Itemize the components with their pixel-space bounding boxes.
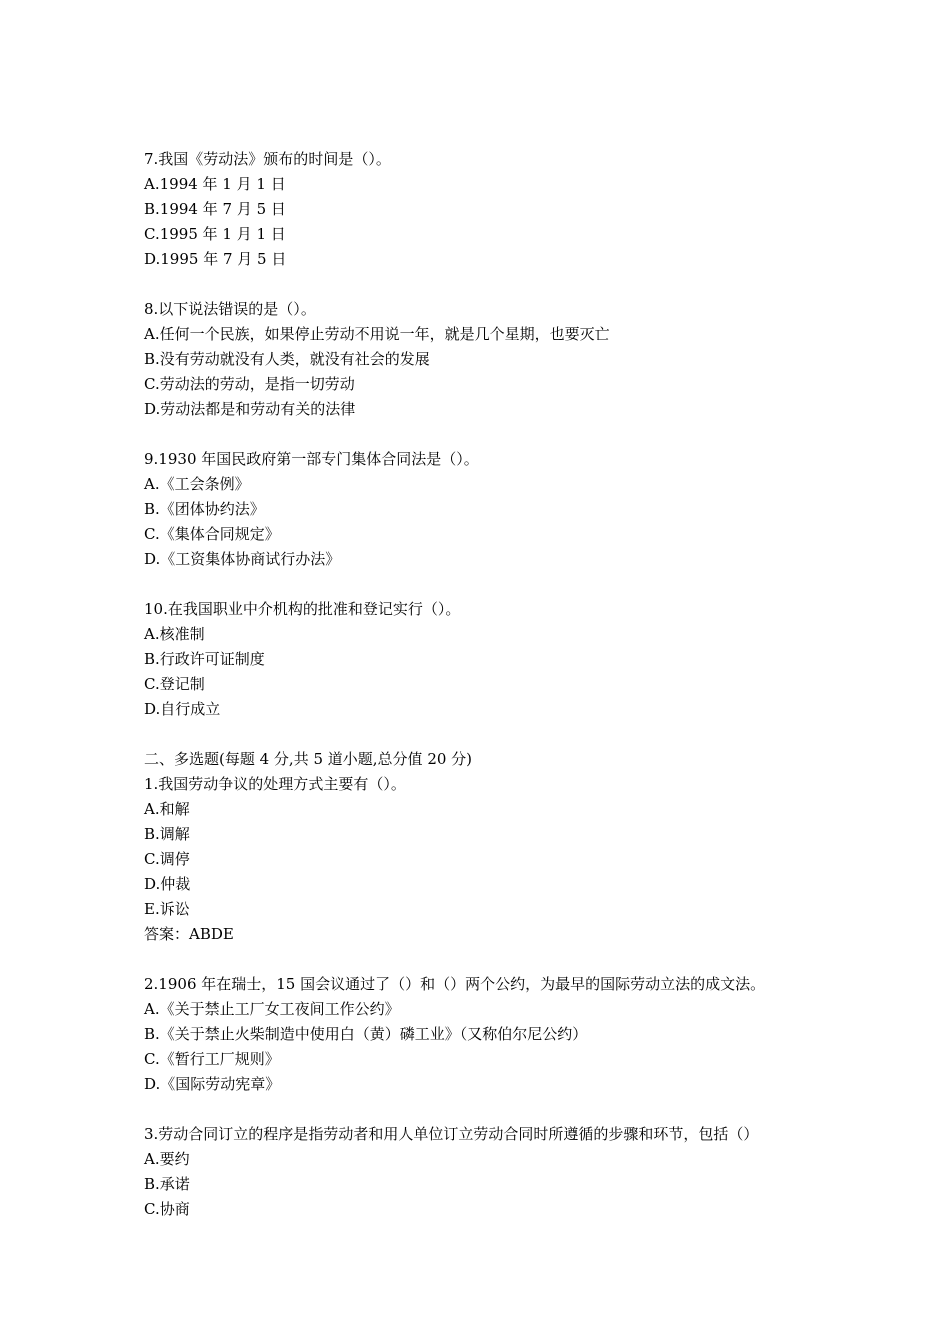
spacer xyxy=(144,422,824,447)
question-8 xyxy=(144,297,824,422)
option-d: D.1995 年 7 月 5 日 xyxy=(144,250,287,268)
question-7 xyxy=(144,147,824,272)
option-d: D.劳动法都是和劳动有关的法律 xyxy=(144,400,356,418)
option-c: C.1995 年 1 月 1 日 xyxy=(144,225,286,243)
option-c: C.协商 xyxy=(144,1200,190,1218)
option-a: A.要约 xyxy=(144,1150,190,1168)
option-c: C.调停 xyxy=(144,850,190,868)
option-a: A.《关于禁止工厂女工夜间工作公约》 xyxy=(144,1000,400,1018)
answer-text: 答案：ABDE xyxy=(144,925,234,943)
option-d: D.仲裁 xyxy=(144,875,191,893)
question-stem: 7.我国《劳动法》颁布的时间是（）。 xyxy=(144,150,391,168)
option-c: C.登记制 xyxy=(144,675,205,693)
option-c: C.劳动法的劳动，是指一切劳动 xyxy=(144,375,355,393)
question-stem: 1.我国劳动争议的处理方式主要有（）。 xyxy=(144,775,406,793)
option-b: B.行政许可证制度 xyxy=(144,650,265,668)
option-e: E.诉讼 xyxy=(144,900,190,918)
option-d: D.《国际劳动宪章》 xyxy=(144,1075,281,1093)
document-page xyxy=(144,147,824,1222)
question-stem: 2.1906 年在瑞士，15 国会议通过了（）和（）两个公约，为最早的国际劳动立法的成文法。 xyxy=(144,975,766,993)
spacer xyxy=(144,272,824,297)
option-a: A.核准制 xyxy=(144,625,205,643)
spacer xyxy=(144,947,824,972)
option-a: A.1994 年 1 月 1 日 xyxy=(144,175,286,193)
multi-question-2 xyxy=(144,972,824,1097)
option-c: C.《集体合同规定》 xyxy=(144,525,280,543)
spacer xyxy=(144,1097,824,1122)
option-b: B.《团体协约法》 xyxy=(144,500,265,518)
option-b: B.承诺 xyxy=(144,1175,190,1193)
multi-question-3 xyxy=(144,1122,824,1222)
spacer xyxy=(144,722,824,747)
question-stem: 8.以下说法错误的是（）。 xyxy=(144,300,316,318)
option-b: B.《关于禁止火柴制造中使用白（黄）磷工业》（又称伯尔尼公约） xyxy=(144,1025,588,1043)
option-d: D.《工资集体协商试行办法》 xyxy=(144,550,341,568)
option-c: C.《暂行工厂规则》 xyxy=(144,1050,280,1068)
question-stem: 10.在我国职业中介机构的批准和登记实行（）。 xyxy=(144,600,461,618)
spacer xyxy=(144,572,824,597)
question-9 xyxy=(144,447,824,572)
option-b: B.1994 年 7 月 5 日 xyxy=(144,200,286,218)
option-b: B.没有劳动就没有人类，就没有社会的发展 xyxy=(144,350,430,368)
option-a: A.《工会条例》 xyxy=(144,475,250,493)
section-title-multi-choice: 二、多选题(每题 4 分,共 5 道小题,总分值 20 分) xyxy=(144,750,473,768)
question-stem: 9.1930 年国民政府第一部专门集体合同法是（）。 xyxy=(144,450,479,468)
option-a: A.任何一个民族，如果停止劳动不用说一年，就是几个星期，也要灭亡 xyxy=(144,325,610,343)
option-d: D.自行成立 xyxy=(144,700,221,718)
question-stem: 3.劳动合同订立的程序是指劳动者和用人单位订立劳动合同时所遵循的步骤和环节，包括（） xyxy=(144,1125,759,1143)
option-b: B.调解 xyxy=(144,825,190,843)
multi-question-1 xyxy=(144,772,824,947)
option-a: A.和解 xyxy=(144,800,190,818)
question-10 xyxy=(144,597,824,722)
